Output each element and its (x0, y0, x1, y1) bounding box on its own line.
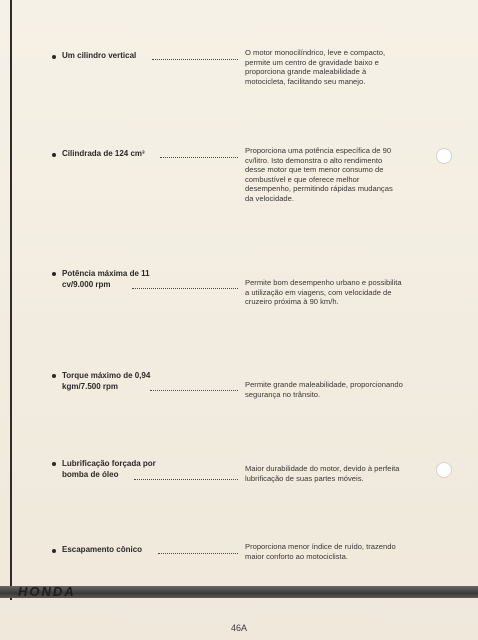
spec-label: Um cilindro vertical (62, 51, 137, 60)
bullet (52, 549, 56, 553)
leader-line (158, 553, 238, 554)
punch-hole-top (436, 148, 452, 164)
binding-rule (10, 0, 12, 600)
bullet (52, 272, 56, 276)
spec-label: Cilindrada de 124 cm³ (62, 149, 145, 158)
leader-line (152, 59, 238, 60)
leader-line (134, 479, 238, 480)
leader-line (132, 288, 238, 289)
spec-description: Permite bom desempenho urbano e possibilita a utilização em viagens, com velocidade de cruzeiro próxima à 90 km/h. (245, 278, 402, 307)
punch-hole-bottom (436, 462, 452, 478)
spec-label: Potência máxima de 11 cv/9.000 rpm (62, 269, 150, 289)
leader-line (150, 390, 238, 391)
spec-label: Escapamento cônico (62, 545, 143, 554)
bullet (52, 374, 56, 378)
spec-description: Permite grande maleabilidade, proporcionando segurança no trânsito. (245, 380, 403, 399)
spec-description: Proporciona menor índice de ruído, trazendo maior conforto ao motociclista. (245, 542, 396, 561)
spec-label: Lubrificação forçada por bomba de óleo (62, 459, 156, 479)
spec-label: Torque máximo de 0,94 kgm/7.500 rpm (62, 371, 151, 391)
bullet (52, 462, 56, 466)
spec-description: Maior durabilidade do motor, devido à perfeita lubrificação de suas partes móveis. (245, 464, 400, 483)
spec-description: O motor monocilíndrico, leve e compacto, permite um centro de gravidade baixo e proporciona grande maleabilidade à motocicleta, facilitando seu manejo. (245, 48, 386, 86)
honda-logo: HONDA (18, 584, 76, 599)
bullet (52, 153, 56, 157)
leader-line (160, 157, 238, 158)
spec-description: Proporciona uma potência específica de 90 cv/litro. Isto demonstra o alto rendimento desse motor que tem menor consumo de combustível e que oferece melhor desempenho, permitindo rápidas mudanças da velocidade. (245, 146, 393, 203)
bullet (52, 55, 56, 59)
page-number: 46A (230, 623, 247, 633)
